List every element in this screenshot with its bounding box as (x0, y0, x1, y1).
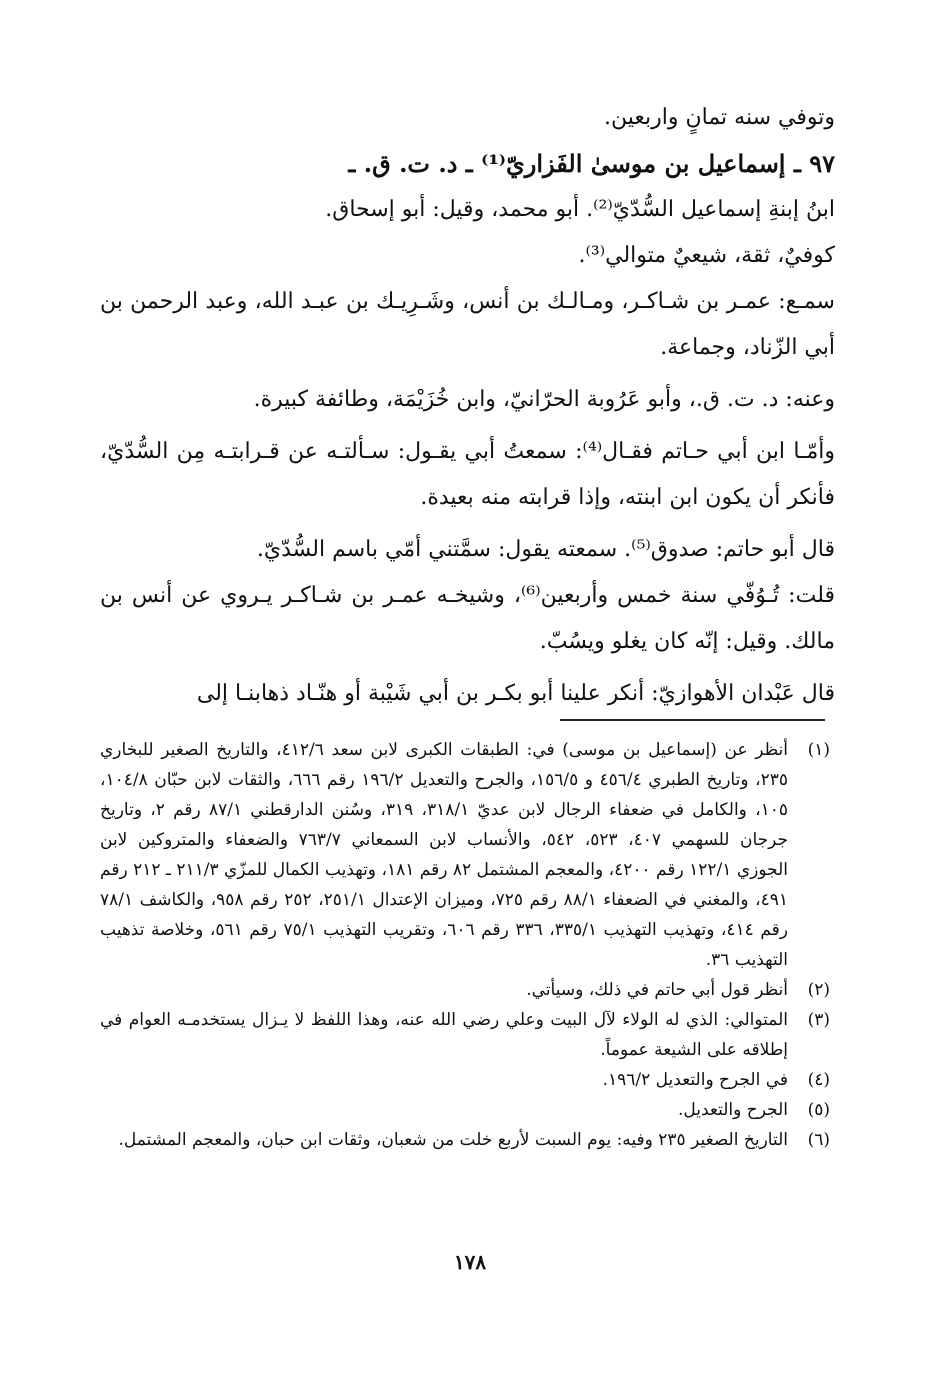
footnote (100, 735, 830, 975)
paragraph-ibn-abi-hatim: وأمّـا ابن أبي حـاتم فقـال⁽⁴⁾: سمعتُ أبي يقـول: سـألتـه عن قـرابتـه مِن السُّدّيّ، فأنكر أن يكون ابن ابنته، وإذا قرابته منه بعيدة. (100, 439, 835, 510)
main-text (100, 95, 835, 717)
paragraph-abdan: قال عَبْدان الأهوازيّ: أنكر علينا أبو بكـر بن أبي شَيْبة أو هنّـاد ذهابنـا إلى (196, 681, 835, 706)
carry-over-line: وتوفي سنه تمانٍ واربعين. (604, 105, 835, 130)
page-number: ١٧٨ (453, 1250, 487, 1274)
footnote-text: التاريخ الصغير ٢٣٥ وفيه: يوم السبت لأربع خلت من شعبان، وثقات ابن حبان، والمعجم المشتمل. (118, 1130, 788, 1150)
footnote (100, 1065, 830, 1095)
paragraph-author-note: قلت: تُـوُفّي سنة خمس وأربعين⁽⁶⁾، وشيخـه عمـر بن شـاكـر يـروي عن أنس بن مالك. وقيل: إنّه كان يغلو ويسُبّ. (100, 583, 836, 654)
footnote-number: (٤) (807, 1070, 830, 1090)
paragraph-lineage: ابنُ إبنةِ إسماعيل السُّدّيّ⁽²⁾. أبو محمد، وقيل: أبو إسحاق. (325, 197, 835, 222)
footnote-number: (٦) (807, 1130, 830, 1150)
footnote-text: المتوالي: الذي له الولاء لآل البيت وعلي رضي الله عنه، وهذا اللفظ لا يـزال يستخدمـه العوام في إطلاقه على الشيعة عموماً. (100, 1010, 788, 1060)
footnote-text: أنظر قول أبي حاتم في ذلك، وسيأتي. (526, 980, 788, 1000)
footnote (100, 1125, 830, 1155)
footnote-number: (٢) (807, 980, 830, 1000)
paragraph-abu-hatim: قال أبو حاتم: صدوق⁽⁵⁾. سمعته يقول: سمَّتني أمّي باسم السُّدّيّ. (256, 537, 835, 562)
footnote-text: في الجرح والتعديل ١٩٦/٢. (602, 1070, 788, 1090)
footnote (100, 1005, 830, 1065)
footnote-number: (٥) (807, 1100, 830, 1120)
entry-heading: ٩٧ ـ إسماعيل بن موسىٰ الفَزاريّ⁽¹⁾ ـ د. ت. ق. ـ (348, 149, 835, 178)
footnote-text: الجرح والتعديل. (677, 1100, 788, 1120)
paragraph-students: وعنه: د. ت. ق.، وأبو عَرُوبة الحرّانيّ، وابن خُزَيْمَة، وطائفة كبيرة. (253, 387, 835, 412)
footnote-text: أنظر عن (إسماعيل بن موسى) في: الطبقات الكبرى لابن سعد ٤١٢/٦، والتاريخ الصغير للبخاري ٢٣٥، وتاريخ الطبري ٤٥٦/٤ و ١٥٦/٥، والجرح والتعديل ١٩٦/٢ رقم ٦٦٦، والثقات لابن حبّان ١٠٤/٨، ١٠٥، والكامل في ضعفاء الرجال لابن عديّ ٣١٨/١، ٣١٩، وسُنن الدارقطني ٨٧/١ رقم ٢، وتاريخ جرجان للسهمي ٤٠٧، ٥٢٣، ٥٤٢، والأنساب لابن السمعاني ٧٦٣/٧ والضعفاء والمتروكين لابن الجوزي ١٢٢/١ رقم ٤٢٠٠، والمعجم المشتمل ٨٢ رقم ١٨١، وتهذيب الكمال للمزّي ٢١١/٣ ـ ٢١٢ رقم ٤٩١، والمغني في الضعفاء ٨٨/١ رقم ٧٢٥، وميزان الإعتدال ٢٥١/١، ٢٥٢ رقم ٩٥٨، والكاشف ٧٨/١ رقم ٤١٤، وتهذيب التهذيب ٣٣٥/١، ٣٣٦ رقم ٦٠٦، وتقريب التهذيب ٧٥/١ رقم ٥٦١، وخلاصة تذهيب التهذيب ٣٦. (100, 740, 789, 970)
paragraph-teachers: سمـع: عمـر بن شـاكـر، ومـالـك بن أنس، وشَـرِيـك بن عبـد الله، وعبد الرحمن بن أبي الزّناد، وجماعة. (100, 289, 835, 360)
footnote (100, 975, 830, 1005)
footnotes (100, 735, 830, 1155)
footnote-separator (560, 719, 825, 721)
footnote-number: (١) (807, 740, 830, 760)
paragraph-grading: كوفيٌ، ثقة، شيعيٌ متوالي⁽³⁾. (578, 243, 835, 268)
footnote (100, 1095, 830, 1125)
footnote-number: (٣) (807, 1010, 830, 1030)
